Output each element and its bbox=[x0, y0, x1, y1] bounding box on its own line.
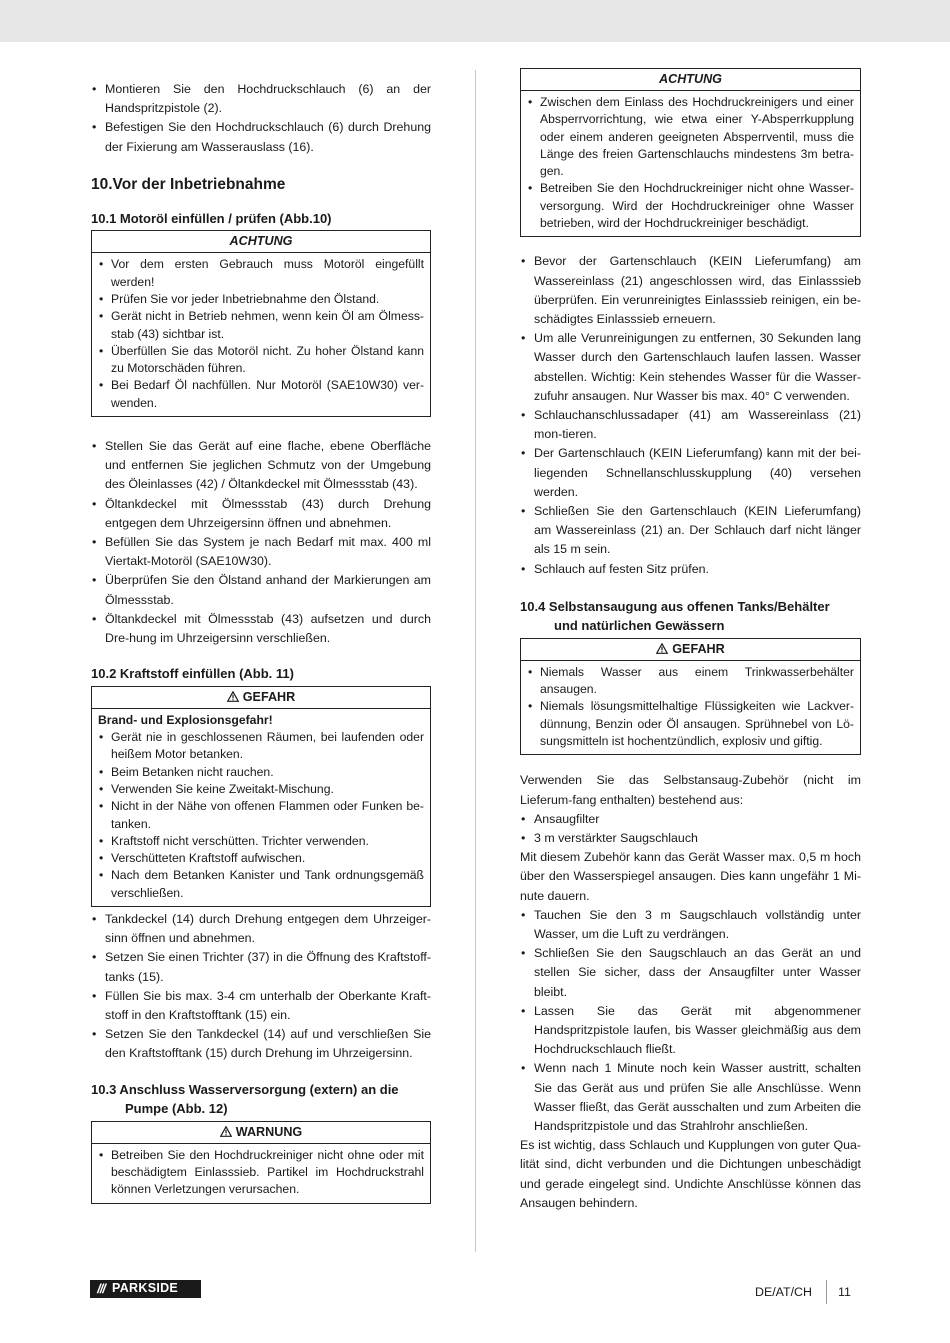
heading-line: 10.4 Selbstansaugung aus offenen Tanks/Behälter bbox=[520, 598, 830, 614]
list-item: • Gerät nie in geschlossenen Räumen, bei laufenden oder heißem Motor betanken. bbox=[98, 729, 424, 764]
list-item: • Verwenden Sie keine Zweitakt-Mischung. bbox=[98, 781, 424, 798]
language-label: DE/AT/CH bbox=[755, 1285, 812, 1299]
list-item: • Überfüllen Sie das Motoröl nicht. Zu hoher Ölstand kann zu Motorschäden führen. bbox=[98, 343, 424, 378]
accessory-list bbox=[520, 810, 861, 848]
list-item: • Schlauchanschlussadaper (41) am Wassereinlass (21) mon-tieren. bbox=[520, 406, 861, 444]
list-item: • Niemals lösungsmittelhaltige Flüssigkeiten wie Lackver-dünnung, Benzin oder Öl ansaugen. Sprühnebel von Lö-sungsmitteln ist hochentzündlich, explosiv und giftig. bbox=[527, 698, 854, 750]
section-10-2-heading: 10.2 Kraftstoff einfüllen (Abb. 11) bbox=[91, 666, 294, 682]
column-divider bbox=[475, 70, 476, 1252]
gefahr-box-suction bbox=[520, 638, 861, 755]
list-item: • Um alle Verunreinigungen zu entfernen, 30 Sekunden lang Wasser durch den Gartenschlauch laufen lassen. Wasser abstellen. Wichtig: Kein stehendes Wasser für die Wasser-zufuhr ansaugen. Nur Wasser bis max. 40° C verwenden. bbox=[520, 329, 861, 406]
section-10-3-heading bbox=[91, 1080, 431, 1119]
list-item: • Gerät nicht in Betrieb nehmen, wenn kein Öl am Ölmess-stab (43) sichtbar ist. bbox=[98, 308, 424, 343]
oil-steps-list bbox=[91, 437, 431, 648]
list-item: • Montieren Sie den Hochdruckschlauch (6) an der Handspritzpistole (2). bbox=[91, 80, 431, 118]
right-column bbox=[520, 67, 861, 1213]
page-number: 11 bbox=[838, 1285, 851, 1299]
left-column bbox=[91, 80, 431, 1204]
list-item: • Füllen Sie bis max. 3-4 cm unterhalb der Oberkante Kraft-stoff in den Kraftstofftank (15) ein. bbox=[91, 987, 431, 1025]
list-item: • Betreiben Sie den Hochdruckreiniger nicht ohne oder mit beschädigtem Einlasssieb. Partikel im Hochdruckstrahl können Verletzungen verursachen. bbox=[98, 1147, 424, 1199]
list-item: • Nicht in der Nähe von offenen Flammen oder Funken be-tanken. bbox=[98, 798, 424, 833]
list-item: • Setzen Sie den Tankdeckel (14) auf und verschließen Sie den Kraftstofftank (15) durch Drehung im Uhrzeigersinn. bbox=[91, 1025, 431, 1063]
list-item: • Niemals Wasser aus einem Trinkwasserbehälter ansaugen. bbox=[527, 664, 854, 699]
list-item: • Betreiben Sie den Hochdruckreiniger nicht ohne Wasser-versorgung. Wird der Hochdruckreiniger ohne Wasser betrieben, wird der Hochdruckreiniger beschädigt. bbox=[527, 180, 854, 232]
achtung-box-oil bbox=[91, 230, 431, 417]
top-bar bbox=[0, 0, 950, 42]
box-title bbox=[521, 639, 860, 661]
list-item: • Setzen Sie einen Trichter (37) in die Öffnung des Kraftstoff-tanks (15). bbox=[91, 948, 431, 986]
suction-steps-list bbox=[520, 906, 861, 1136]
list-item: • Schließen Sie den Gartenschlauch (KEIN Lieferumfang) am Wassereinlass (21) an. Der Schlauch darf nicht länger als 15 m sein. bbox=[520, 502, 861, 560]
list-item: • Kraftstoff nicht verschütten. Trichter verwenden. bbox=[98, 833, 424, 850]
warning-triangle-icon bbox=[227, 691, 239, 702]
intro-list bbox=[91, 80, 431, 157]
list-item: • Tauchen Sie den 3 m Saugschlauch vollständig unter Wasser, um die Luft zu verdrängen. bbox=[520, 906, 861, 944]
list-item: • Überprüfen Sie den Ölstand anhand der Markierungen am Ölmessstab. bbox=[91, 571, 431, 609]
paragraph: Verwenden Sie das Selbstansaug-Zubehör (nicht im Lieferum-fang enthalten) bestehend aus: bbox=[520, 773, 861, 807]
list-item: • Stellen Sie das Gerät auf eine flache, ebene Oberfläche und entfernen Sie jeglichen Schmutz von der Umgebung des Öleinlasses (42) / Öltankdeckel mit Ölmessstab (43). bbox=[91, 437, 431, 495]
gefahr-box-fuel bbox=[91, 686, 431, 907]
list-item: • Der Gartenschlauch (KEIN Lieferumfang) kann mit der bei-liegenden Schnellanschlusskupplung (40) versehen werden. bbox=[520, 444, 861, 502]
box-lead: Brand- und Explosionsgefahr! bbox=[98, 712, 273, 727]
list-item: • Befestigen Sie den Hochdruckschlauch (6) durch Drehung der Fixierung am Wasserauslass (16). bbox=[91, 118, 431, 156]
box-title-text: WARNUNG bbox=[235, 1124, 303, 1139]
section-10-heading: 10.Vor der Inbetriebnahme bbox=[91, 175, 286, 193]
box-title bbox=[92, 687, 430, 709]
list-item: • 3 m verstärkter Saugschlauch bbox=[520, 829, 861, 848]
logo-stripes: /// bbox=[97, 1281, 105, 1297]
list-item: • Beim Betanken nicht rauchen. bbox=[98, 764, 424, 781]
paragraph: Mit diesem Zubehör kann das Gerät Wasser max. 0,5 m hoch über den Wasserspiegel ansaugen. Dies kann ungefähr 1 Mi-nute dauern. bbox=[520, 850, 861, 903]
list-item: • Ansaugfilter bbox=[520, 810, 861, 829]
logo-text: PARKSIDE bbox=[112, 1281, 179, 1296]
list-item: • Schließen Sie den Saugschlauch an das Gerät an und stellen Sie sicher, dass der Ansaugfilter unter Wasser bleibt. bbox=[520, 944, 861, 1002]
parkside-logo bbox=[90, 1280, 201, 1298]
list-item: • Verschütteten Kraftstoff aufwischen. bbox=[98, 850, 424, 867]
hose-steps-list bbox=[520, 252, 861, 578]
list-item: • Prüfen Sie vor jeder Inbetriebnahme den Ölstand. bbox=[98, 291, 424, 308]
footer-divider bbox=[826, 1280, 827, 1304]
box-title bbox=[92, 1122, 430, 1144]
box-title: ACHTUNG bbox=[92, 231, 430, 253]
box-title-text: GEFAHR bbox=[242, 689, 296, 704]
section-10-4-heading bbox=[520, 597, 861, 636]
box-title: ACHTUNG bbox=[521, 69, 860, 91]
list-item: • Tankdeckel (14) durch Drehung entgegen dem Uhrzeiger-sinn öffnen und abnehmen. bbox=[91, 910, 431, 948]
list-item: • Öltankdeckel mit Ölmessstab (43) aufsetzen und durch Dre-hung im Uhrzeigersinn verschließen. bbox=[91, 610, 431, 648]
warnung-box-water bbox=[91, 1121, 431, 1204]
heading-line: und natürlichen Gewässern bbox=[554, 618, 725, 634]
heading-line: 10.3 Anschluss Wasserversorgung (extern) an die bbox=[91, 1081, 399, 1097]
list-item: • Wenn nach 1 Minute noch kein Wasser austritt, schalten Sie das Gerät aus und prüfen Sie alle Anschlüsse. Wenn Wasser fließt, das Gerät ausschalten und zum Arbeiten die Handspritzpistole und das Strahlrohr anschließen. bbox=[520, 1059, 861, 1136]
heading-line: Pumpe (Abb. 12) bbox=[125, 1101, 228, 1117]
list-item: • Bei Bedarf Öl nachfüllen. Nur Motoröl (SAE10W30) ver-wenden. bbox=[98, 377, 424, 412]
paragraph: Es ist wichtig, dass Schlauch und Kupplungen von guter Qua-lität sind, dicht verbunden und die Dichtungen unbeschädigt und gerade eingelegt sind. Undichte Anschlüsse können das Ansaugen behindern. bbox=[520, 1138, 861, 1210]
achtung-box-hose bbox=[520, 68, 861, 237]
list-item: • Nach dem Betanken Kanister und Tank ordnungsgemäß verschließen. bbox=[98, 867, 424, 902]
warning-triangle-icon bbox=[656, 643, 668, 654]
box-title-text: GEFAHR bbox=[672, 641, 725, 656]
list-item: • Öltankdeckel mit Ölmessstab (43) durch Drehung entgegen dem Uhrzeigersinn öffnen und abnehmen. bbox=[91, 495, 431, 533]
list-item: • Lassen Sie das Gerät mit abgenommener Handspritzpistole laufen, bis Wasser gleichmäßig aus dem Hochdruckschlauch fließt. bbox=[520, 1002, 861, 1060]
list-item: • Befüllen Sie das System je nach Bedarf mit max. 400 ml Viertakt-Motoröl (SAE10W30). bbox=[91, 533, 431, 571]
section-10-1-heading: 10.1 Motoröl einfüllen / prüfen (Abb.10) bbox=[91, 210, 332, 226]
list-item: • Bevor der Gartenschlauch (KEIN Lieferumfang) am Wassereinlass (21) angeschlossen wird, das Einlasssieb überprüfen. Ein verunreinigtes Einlasssieb reinigen, ein be-schädigtes Einlasssieb erneuern. bbox=[520, 252, 861, 329]
warning-triangle-icon bbox=[220, 1126, 232, 1137]
list-item: • Zwischen dem Einlass des Hochdruckreinigers und einer Absperrvorrichtung, wie etwa einer Y-Absperrkupplung oder einem anderen geeigneten Absperrventil, muss die Länge des freien Gartenschlauchs mindestens 3m betra-gen. bbox=[527, 94, 854, 180]
list-item: • Schlauch auf festen Sitz prüfen. bbox=[520, 560, 861, 579]
fuel-steps-list bbox=[91, 910, 431, 1064]
list-item: • Vor dem ersten Gebrauch muss Motoröl eingefüllt werden! bbox=[98, 256, 424, 291]
